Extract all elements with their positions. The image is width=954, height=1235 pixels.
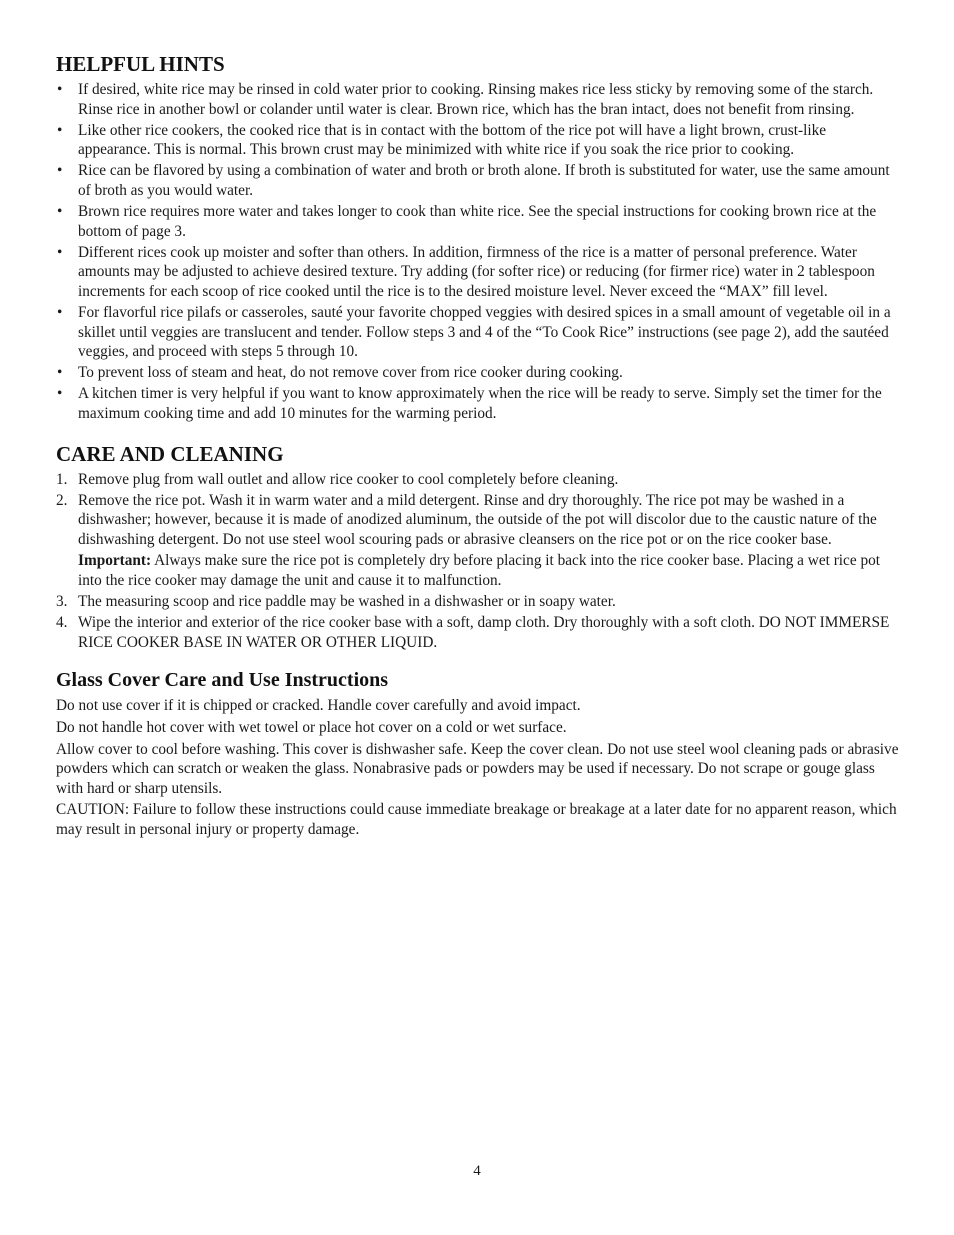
step-text: The measuring scoop and rice paddle may be washed in a dishwasher or in soapy water. [78,593,616,611]
hint-text: If desired, white rice may be rinsed in cold water prior to cooking. Rinsing makes rice less sticky by removing some of the starch. Rinse rice in another bowl or colander until water is clear. Brown rice, which has the bran intact, does not benefit from rinsing. [78,81,874,118]
list-item [56,592,900,612]
list-item [56,121,900,160]
helpful-hints-section [56,52,900,424]
bullet-marker: • [57,81,63,98]
bullet-marker: • [57,243,63,261]
bullet-marker: • [57,121,63,139]
glass-cover-heading: Glass Cover Care and Use Instructions [56,669,389,692]
bullet-marker: • [57,304,63,322]
care-cleaning-list [56,470,900,653]
page-number: 4 [473,1163,481,1179]
list-item [56,202,900,241]
bullet-marker: • [57,364,63,382]
glass-cover-section [56,668,900,839]
step-number: 3. [56,593,68,611]
hint-text: To prevent loss of steam and heat, do not remove cover from rice cooker during cooking. [78,364,623,382]
glass-cover-paragraph: Do not use cover if it is chipped or cracked. Handle cover carefully and avoid impact. [56,697,581,715]
list-item [56,363,900,383]
step-number: 2. [56,491,68,509]
list-item [56,613,900,652]
glass-cover-paragraph: Do not handle hot cover with wet towel or place hot cover on a cold or wet surface. [56,719,567,737]
list-item [56,80,900,119]
hint-text: Different rices cook up moister and softer than others. In addition, firmness of the rice is a matter of personal preference. Water amounts may be adjusted to achieve desired texture. Try adding (for softer rice) or reducing (for firmer rice) water in 2 tablespoon increments for each scoop of rice cooked until the rice is to the desired moisture level. Never exceed the “MAX” fill level. [78,243,875,300]
bullet-marker: • [57,385,63,403]
hint-text: For flavorful rice pilafs or casseroles, sauté your favorite chopped veggies with desired spices in a small amount of vegetable oil in a skillet until veggies are translucent and tender. Follow steps 3 and 4 of the “To Cook Rice” instructions (see page 2), add the sautéed veggies, and proceed with steps 5 through 10. [78,304,891,361]
hint-text: Like other rice cookers, the cooked rice that is in contact with the bottom of the rice pot will have a light brown, crust-like appearance. This is normal. This brown crust may be minimized with white rice if you soak the rice prior to cooking. [78,121,827,159]
bullet-marker: • [57,203,63,221]
important-label: Important: [78,552,152,570]
list-item [56,470,900,490]
list-item [56,491,900,591]
care-cleaning-heading: CARE AND CLEANING [56,441,284,466]
list-item [56,303,900,362]
step-text: Wipe the interior and exterior of the rice cooker base with a soft, damp cloth. Dry thoroughly with a soft cloth. DO NOT IMMERSE RICE COOKER BASE IN WATER OR OTHER LIQUID. [78,614,890,651]
step-number: 4. [56,614,68,632]
list-item [56,384,900,423]
bullet-marker: • [57,162,63,180]
caution-paragraph: CAUTION: Failure to follow these instructions could cause immediate breakage or breakage at a later date for no apparent reason, which may result in personal injury or property damage. [56,801,897,838]
glass-cover-paragraph: Allow cover to cool before washing. This cover is dishwasher safe. Keep the cover clean. Do not use steel wool cleaning pads or abrasive powders which can scratch or weaken the glass. Nonabrasive pads or powders may be used if necessary. Do not scrape or gouge glass with hard or sharp utensils. [56,740,899,797]
step-text: Remove the rice pot. Wash it in warm water and a mild detergent. Rinse and dry thoroughly. The rice pot may be washed in a dishwasher; however, because it is made of anodized aluminum, the outside of the pot will discolor due to the caustic nature of the dishwashing detergent. Do not use steel wool scouring pads or abrasive cleansers on the rice pot or on the rice cooker base. [78,491,877,548]
helpful-hints-list [56,80,900,424]
step-text: Remove plug from wall outlet and allow rice cooker to cool completely before cleaning. [78,470,619,488]
care-cleaning-section [56,442,900,653]
document-page [56,52,900,842]
hint-text: Brown rice requires more water and takes longer to cook than white rice. See the special instructions for cooking brown rice at the bottom of page 3. [78,203,877,240]
list-item [56,161,900,200]
hint-text: A kitchen timer is very helpful if you want to know approximately when the rice will be ready to serve. Simply set the timer for the maximum cooking time and add 10 minutes for the warming period. [78,385,882,422]
important-note [78,551,900,590]
hint-text: Rice can be flavored by using a combination of water and broth or broth alone. If broth is substituted for water, use the same amount of broth as you would water. [78,162,890,199]
list-item [56,243,900,302]
step-number: 1. [56,470,68,488]
helpful-hints-heading: HELPFUL HINTS [56,52,225,76]
important-text: Always make sure the rice pot is completely dry before placing it back into the rice cooker base. Placing a wet rice pot into the rice cooker may damage the unit and cause it to malfunction. [78,552,880,590]
